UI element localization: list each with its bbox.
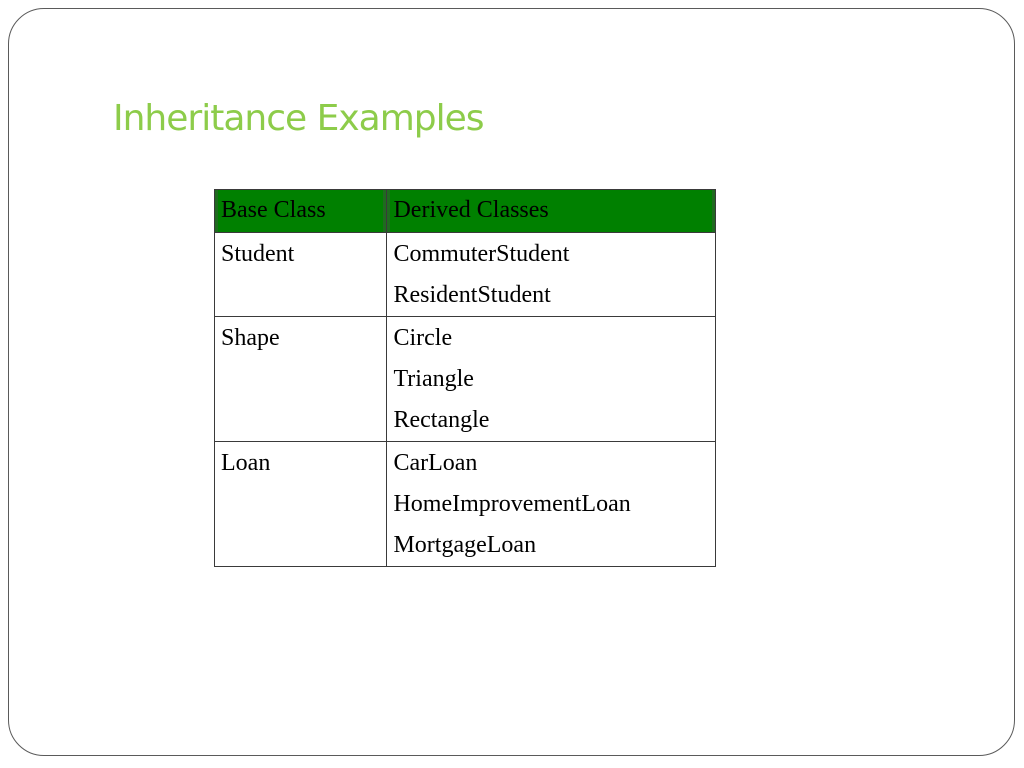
header-base-class: Base Class: [215, 190, 387, 233]
derived-classes-cell: [387, 442, 716, 567]
table-row: [215, 233, 716, 317]
base-class-cell: Loan: [215, 442, 387, 567]
derived-class-item: CarLoan: [393, 450, 478, 476]
base-class-cell: Shape: [215, 317, 387, 442]
inheritance-table: [214, 189, 716, 567]
header-derived-classes: Derived Classes: [387, 190, 716, 233]
base-class-cell: Student: [215, 233, 387, 317]
derived-classes-cell: [387, 317, 716, 442]
table-header-row: [215, 190, 716, 233]
derived-classes-cell: [387, 233, 716, 317]
derived-class-item: MortgageLoan: [393, 532, 537, 558]
table-row: [215, 442, 716, 567]
table-row: [215, 317, 716, 442]
derived-class-item: Rectangle: [393, 407, 490, 433]
derived-class-item: Triangle: [393, 366, 474, 392]
derived-class-item: Circle: [393, 325, 453, 351]
derived-class-item: ResidentStudent: [393, 282, 551, 308]
derived-class-item: HomeImprovementLoan: [393, 491, 631, 517]
slide-title: Inheritance Examples: [113, 98, 484, 139]
derived-class-item: CommuterStudent: [393, 241, 570, 267]
